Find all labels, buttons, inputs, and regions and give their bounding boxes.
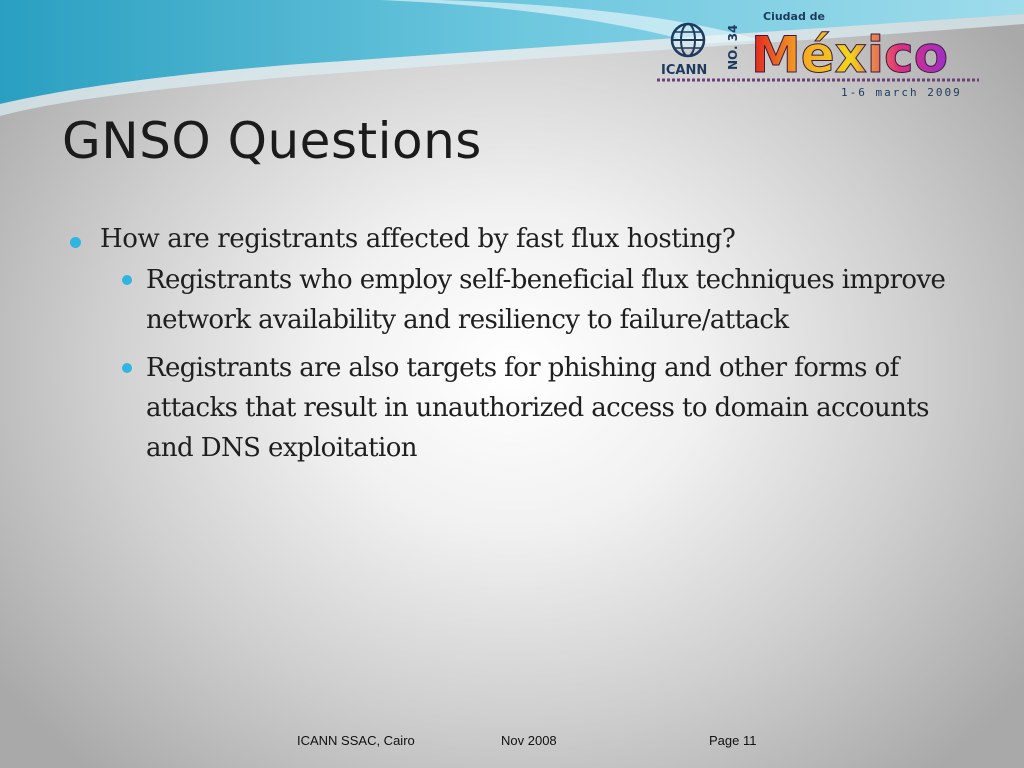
- icann-mexico-logo: [655, 4, 985, 100]
- bullet-item: [70, 222, 980, 256]
- bullet-dot-icon: [122, 363, 132, 373]
- svg-text:NO. 34: NO. 34: [726, 24, 740, 70]
- sub-bullet-text: Registrants who employ self-beneficial flux techniques improve network availability and resiliency to failure/attack: [146, 265, 946, 335]
- svg-text:ICANN: ICANN: [661, 63, 708, 78]
- slide-title: GNSO Questions: [62, 112, 482, 170]
- bullet-dot-icon: [70, 237, 81, 248]
- bullet-list: [70, 222, 980, 468]
- svg-text:1-6 march 2009: 1-6 march 2009: [841, 86, 962, 99]
- footer-left: ICANN SSAC, Cairo: [297, 733, 415, 748]
- sub-bullet-item: [142, 348, 980, 468]
- svg-text:México: México: [751, 26, 949, 84]
- sub-bullet-item: [142, 260, 980, 340]
- svg-text:Ciudad de: Ciudad de: [763, 10, 826, 23]
- footer-page-number: Page 11: [709, 733, 757, 748]
- bullet-text: How are registrants affected by fast flux hosting?: [100, 224, 736, 254]
- sub-bullet-text: Registrants are also targets for phishing and other forms of attacks that result in unauthorized access to domain accounts and DNS exploitation: [146, 353, 929, 463]
- bullet-dot-icon: [122, 275, 132, 285]
- globe-icon: [672, 24, 704, 56]
- footer-date: Nov 2008: [501, 733, 557, 748]
